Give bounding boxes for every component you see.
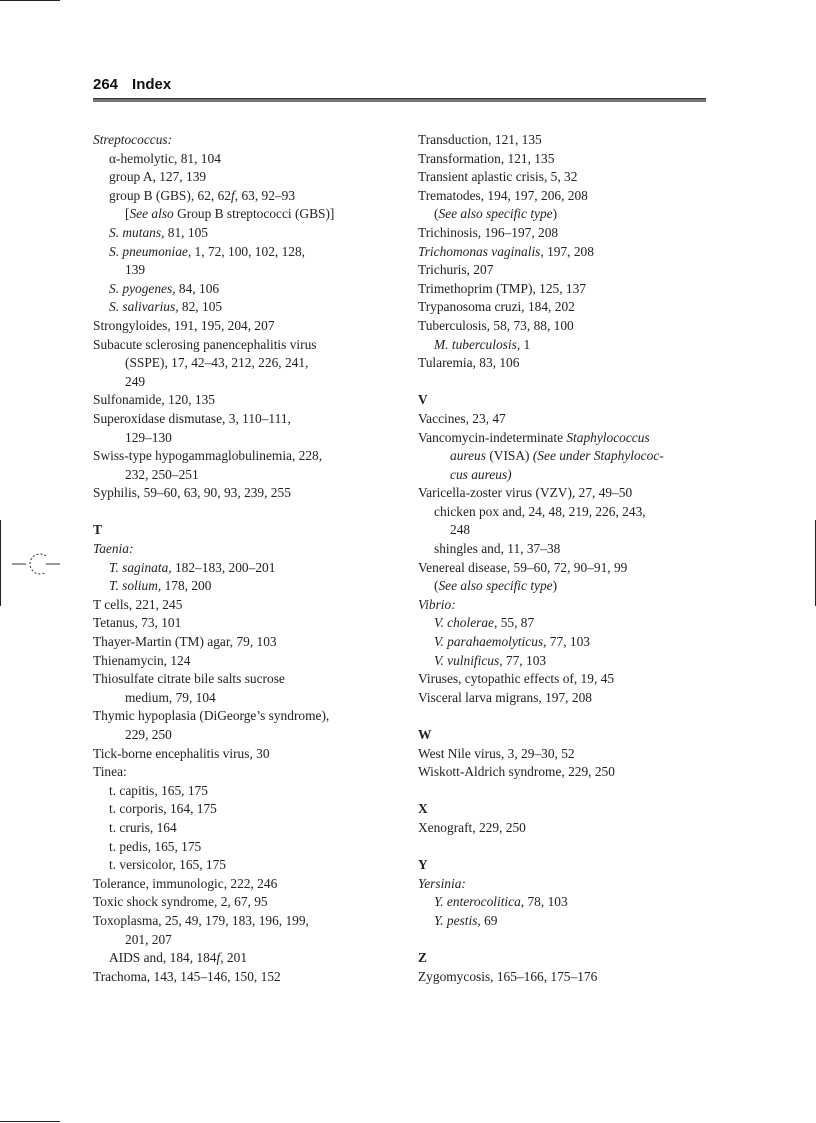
- index-entry: [418, 819, 718, 838]
- index-entry: [93, 336, 393, 355]
- index-entry-text: aureus: [450, 448, 486, 464]
- section-letter: V: [418, 392, 428, 408]
- index-entry: [93, 596, 393, 615]
- index-entry-text: Superoxidase dismutase, 3, 110–111,: [93, 410, 291, 426]
- index-entry-text: Swiss-type hypogammaglobulinemia, 228,: [93, 448, 323, 464]
- index-entry: [418, 168, 718, 187]
- index-entry-text: Thienamycin, 124: [93, 652, 191, 668]
- index-entry-text: Xenograft, 229, 250: [418, 819, 526, 835]
- index-entry: [93, 689, 393, 708]
- index-entry-text: 69: [480, 912, 498, 928]
- index-entry: [418, 596, 718, 615]
- index-entry-text: Thymic hypoplasia (DiGeorge’s syndrome),: [93, 708, 330, 724]
- index-entry-text: f: [231, 187, 235, 203]
- index-entry-text: Tuberculosis, 58, 73, 88, 100: [418, 317, 574, 333]
- index-entry-text: See also specific type: [438, 206, 553, 222]
- index-entry-text: Viruses, cytopathic effects of, 19, 45: [418, 671, 615, 687]
- index-entry-text: t. pedis, 165, 175: [109, 838, 202, 854]
- index-entry-text: , 201: [220, 950, 248, 966]
- index-entry-text: Vancomycin-indeterminate: [418, 429, 567, 445]
- index-entry: [93, 540, 393, 559]
- index-entry-text: Yersinia:: [418, 875, 466, 891]
- index-entry-text: (: [434, 578, 439, 594]
- index-entry: [93, 577, 393, 596]
- index-entry-text: AIDS and, 184, 184: [109, 950, 217, 966]
- index-entry-text: See also specific type: [438, 578, 553, 594]
- index-entry-text: Trichinosis, 196–197, 208: [418, 224, 559, 240]
- index-entry: [93, 131, 393, 150]
- index-entry: [418, 187, 718, 206]
- index-entry: [93, 466, 393, 485]
- index-entry: [93, 726, 393, 745]
- index-entry: [418, 670, 718, 689]
- index-entry: [418, 614, 718, 633]
- index-entry: [93, 187, 393, 206]
- index-entry: [418, 447, 718, 466]
- index-entry: [418, 336, 718, 355]
- index-entry: [93, 949, 393, 968]
- index-entry: [418, 968, 718, 987]
- index-column-right: [418, 131, 718, 986]
- index-entry-text: Transformation, 121, 135: [418, 150, 555, 166]
- index-entry-text: shingles and, 11, 37–38: [434, 541, 561, 557]
- index-entry: [93, 819, 393, 838]
- index-entry: [93, 763, 393, 782]
- running-header: [93, 76, 706, 93]
- index-entry: [418, 150, 718, 169]
- index-entry-text: f: [216, 950, 221, 966]
- index-entry: [93, 633, 393, 652]
- index-entry-text: Strongyloides, 191, 195, 204, 207: [93, 317, 275, 333]
- index-entry-text: See also: [129, 206, 174, 222]
- index-entry: [93, 317, 393, 336]
- index-entry: [418, 317, 718, 336]
- index-entry: [93, 707, 393, 726]
- index-entry: [93, 484, 393, 503]
- index-entry: [93, 391, 393, 410]
- index-entry-text: ): [552, 206, 558, 222]
- index-entry: [418, 875, 718, 894]
- index-entry-text: Trichomonas vaginalis,: [418, 243, 544, 259]
- index-entry: [93, 150, 393, 169]
- index-entry: [93, 243, 393, 262]
- index-entry: [418, 521, 718, 540]
- index-entry-text: Subacute sclerosing panencephalitis virus: [93, 336, 317, 352]
- index-entry: [418, 652, 718, 671]
- index-entry-text: 178, 200: [161, 578, 212, 594]
- index-entry-text: Streptococcus:: [93, 132, 173, 147]
- index-entry: [418, 261, 718, 280]
- index-entry-text: Taenia:: [93, 541, 134, 557]
- index-entry-text: (See under Staphylococ-: [532, 448, 664, 464]
- index-entry-text: Y. enterocolitica,: [434, 894, 525, 910]
- index-entry-text: Transient aplastic crisis, 5, 32: [418, 169, 578, 185]
- index-entry-text: V. parahaemolyticus,: [434, 634, 547, 650]
- index-entry-text: Visceral larva migrans, 197, 208: [418, 689, 592, 705]
- index-entry-text: Sulfonamide, 120, 135: [93, 392, 215, 408]
- index-entry-text: Trichuris, 207: [418, 262, 494, 278]
- crop-mark-bottom-left: [0, 1121, 60, 1122]
- index-entry-text: T. solium,: [109, 578, 162, 594]
- index-entry: [93, 614, 393, 633]
- index-entry-text: S. pyogenes,: [109, 280, 176, 296]
- index-entry: [93, 429, 393, 448]
- index-entry-text: Transduction, 121, 135: [418, 132, 542, 147]
- index-entry: [418, 912, 718, 931]
- index-entry-text: Y. pestis,: [434, 912, 481, 928]
- index-entry-text: t. versicolor, 165, 175: [109, 857, 226, 873]
- index-entry: [418, 745, 718, 764]
- index-entry-text: Trematodes, 194, 197, 206, 208: [418, 187, 588, 203]
- index-entry: [418, 243, 718, 262]
- index-entry: [418, 410, 718, 429]
- index-entry: [418, 429, 718, 448]
- index-entry-text: Vaccines, 23, 47: [418, 410, 506, 426]
- index-entry-text: , 63, 92–93: [234, 187, 296, 203]
- index-entry: [93, 652, 393, 671]
- index-entry-text: 229, 250: [125, 727, 172, 742]
- section-letter: T: [93, 522, 102, 538]
- index-entry-text: S. pneumoniae,: [109, 243, 192, 259]
- index-entry-text: Tularemia, 83, 106: [418, 355, 520, 371]
- index-entry-text: 82, 105: [178, 299, 223, 315]
- index-entry: [93, 838, 393, 857]
- index-entry-text: T. saginata,: [109, 559, 172, 575]
- index-entry-text: Toxoplasma, 25, 49, 179, 183, 196, 199,: [93, 912, 309, 928]
- index-entry: [93, 968, 393, 987]
- index-entry: [418, 689, 718, 708]
- index-entry-text: Thayer-Martin (TM) agar, 79, 103: [93, 634, 277, 650]
- index-entry: [418, 131, 718, 150]
- index-entry-text: 55, 87: [497, 615, 535, 631]
- index-entry-text: Zygomycosis, 165–166, 175–176: [418, 968, 598, 984]
- index-entry: [93, 559, 393, 578]
- index-entry-text: Tetanus, 73, 101: [93, 615, 182, 631]
- index-entry-text: ): [552, 578, 558, 594]
- index-entry: [93, 224, 393, 243]
- index-entry-text: V. cholerae,: [434, 615, 498, 631]
- index-entry: [93, 447, 393, 466]
- page-number: 264: [93, 76, 119, 93]
- index-entry-text: Syphilis, 59–60, 63, 90, 93, 239, 255: [93, 485, 291, 501]
- index-entry-text: Wiskott-Aldrich syndrome, 229, 250: [418, 764, 615, 780]
- index-entry: [418, 633, 718, 652]
- index-entry-text: group B (GBS), 62, 62: [109, 187, 232, 203]
- index-entry: [93, 931, 393, 950]
- index-entry-text: t. corporis, 164, 175: [109, 801, 217, 817]
- index-entry-text: 197, 208: [543, 243, 594, 259]
- index-entry-text: Tolerance, immunologic, 222, 246: [93, 875, 278, 891]
- index-entry: [93, 168, 393, 187]
- index-entry-text: α-hemolytic, 81, 104: [109, 150, 221, 166]
- index-entry: [93, 354, 393, 373]
- index-entry: [418, 466, 718, 485]
- index-entry-text: 248: [450, 522, 471, 538]
- index-entry-text: cus aureus): [450, 466, 512, 482]
- index-entry: [418, 540, 718, 559]
- registration-mark-icon: [12, 548, 60, 580]
- index-entry: [93, 893, 393, 912]
- index-entry-text: Trimethoprim (TMP), 125, 137: [418, 280, 587, 296]
- index-entry: [93, 205, 393, 224]
- index-entry-text: West Nile virus, 3, 29–30, 52: [418, 745, 575, 761]
- index-entry-text: 81, 105: [164, 224, 208, 240]
- index-entry-text: S. mutans,: [109, 224, 165, 240]
- index-entry: [93, 373, 393, 392]
- index-entry-text: 1: [520, 336, 531, 352]
- index-entry-text: 77, 103: [546, 634, 590, 650]
- section-letter: Z: [418, 950, 427, 966]
- index-entry-text: 249: [125, 373, 146, 389]
- index-entry: [93, 745, 393, 764]
- index-entry: [93, 280, 393, 299]
- index-entry-text: 182–183, 200–201: [171, 559, 276, 575]
- index-entry: [93, 875, 393, 894]
- index-entry: [418, 280, 718, 299]
- index-entry-text: 232, 250–251: [125, 466, 199, 482]
- index-entry: [418, 484, 718, 503]
- index-entry: [418, 559, 718, 578]
- index-entry-text: [: [125, 206, 130, 222]
- index-entry: [93, 298, 393, 317]
- index-entry-text: Trypanosoma cruzi, 184, 202: [418, 299, 575, 315]
- index-entry: [418, 893, 718, 912]
- index-entry-text: 77, 103: [502, 652, 547, 668]
- index-entry-text: Group B streptococci (GBS)]: [173, 206, 335, 222]
- section-letter: W: [418, 727, 432, 742]
- index-entry-text: Vibrio:: [418, 596, 456, 612]
- index-entry: [418, 354, 718, 373]
- section-letter: Y: [418, 857, 428, 873]
- index-entry-text: Varicella-zoster virus (VZV), 27, 49–50: [418, 485, 633, 501]
- index-entry-text: Staphylococcus: [566, 429, 650, 445]
- index-entry-text: (VISA): [485, 448, 533, 464]
- index-entry: [93, 410, 393, 429]
- index-entry: [418, 205, 718, 224]
- index-entry-text: Venereal disease, 59–60, 72, 90–91, 99: [418, 559, 628, 575]
- page-title: Index: [132, 76, 172, 93]
- crop-mark-left-vertical: [0, 520, 1, 606]
- index-entry-text: Tick-borne encephalitis virus, 30: [93, 745, 270, 761]
- index-entry-text: (: [434, 206, 439, 222]
- index-entry: [418, 224, 718, 243]
- index-entry-text: 1, 72, 100, 102, 128,: [191, 243, 306, 259]
- section-letter: X: [418, 801, 428, 817]
- index-entry-text: 201, 207: [125, 931, 172, 947]
- index-entry: [93, 261, 393, 280]
- index-entry: [93, 782, 393, 801]
- index-entry: [418, 763, 718, 782]
- index-entry-text: M. tuberculosis,: [434, 336, 521, 352]
- index-entry: [93, 856, 393, 875]
- index-entry: [93, 800, 393, 819]
- index-entry-text: medium, 79, 104: [125, 689, 216, 705]
- index-entry-text: t. cruris, 164: [109, 819, 177, 835]
- index-entry-text: Tinea:: [93, 764, 127, 780]
- index-entry-text: (SSPE), 17, 42–43, 212, 226, 241,: [125, 355, 309, 371]
- index-entry-text: V. vulnificus,: [434, 652, 503, 668]
- index-entry-text: chicken pox and, 24, 48, 219, 226, 243,: [434, 503, 646, 519]
- index-entry-text: Trachoma, 143, 145–146, 150, 152: [93, 968, 281, 984]
- index-entry: [93, 670, 393, 689]
- index-column-left: [93, 131, 393, 986]
- index-entry-text: 129–130: [125, 429, 172, 445]
- index-entry-text: Toxic shock syndrome, 2, 67, 95: [93, 894, 268, 910]
- index-entry-text: group A, 127, 139: [109, 169, 207, 185]
- index-entry: [418, 298, 718, 317]
- header-rule: [93, 98, 706, 102]
- crop-mark-top-left: [0, 0, 60, 1]
- index-entry: [418, 503, 718, 522]
- index-entry-text: Thiosulfate citrate bile salts sucrose: [93, 671, 285, 687]
- index-entry-text: 78, 103: [524, 894, 568, 910]
- index-entry-text: 84, 106: [175, 280, 220, 296]
- index-entry-text: T cells, 221, 245: [93, 596, 183, 612]
- index-entry: [93, 912, 393, 931]
- index-entry: [418, 577, 718, 596]
- index-entry-text: 139: [125, 262, 146, 278]
- index-entry-text: S. salivarius,: [109, 299, 179, 315]
- index-entry-text: t. capitis, 165, 175: [109, 782, 208, 798]
